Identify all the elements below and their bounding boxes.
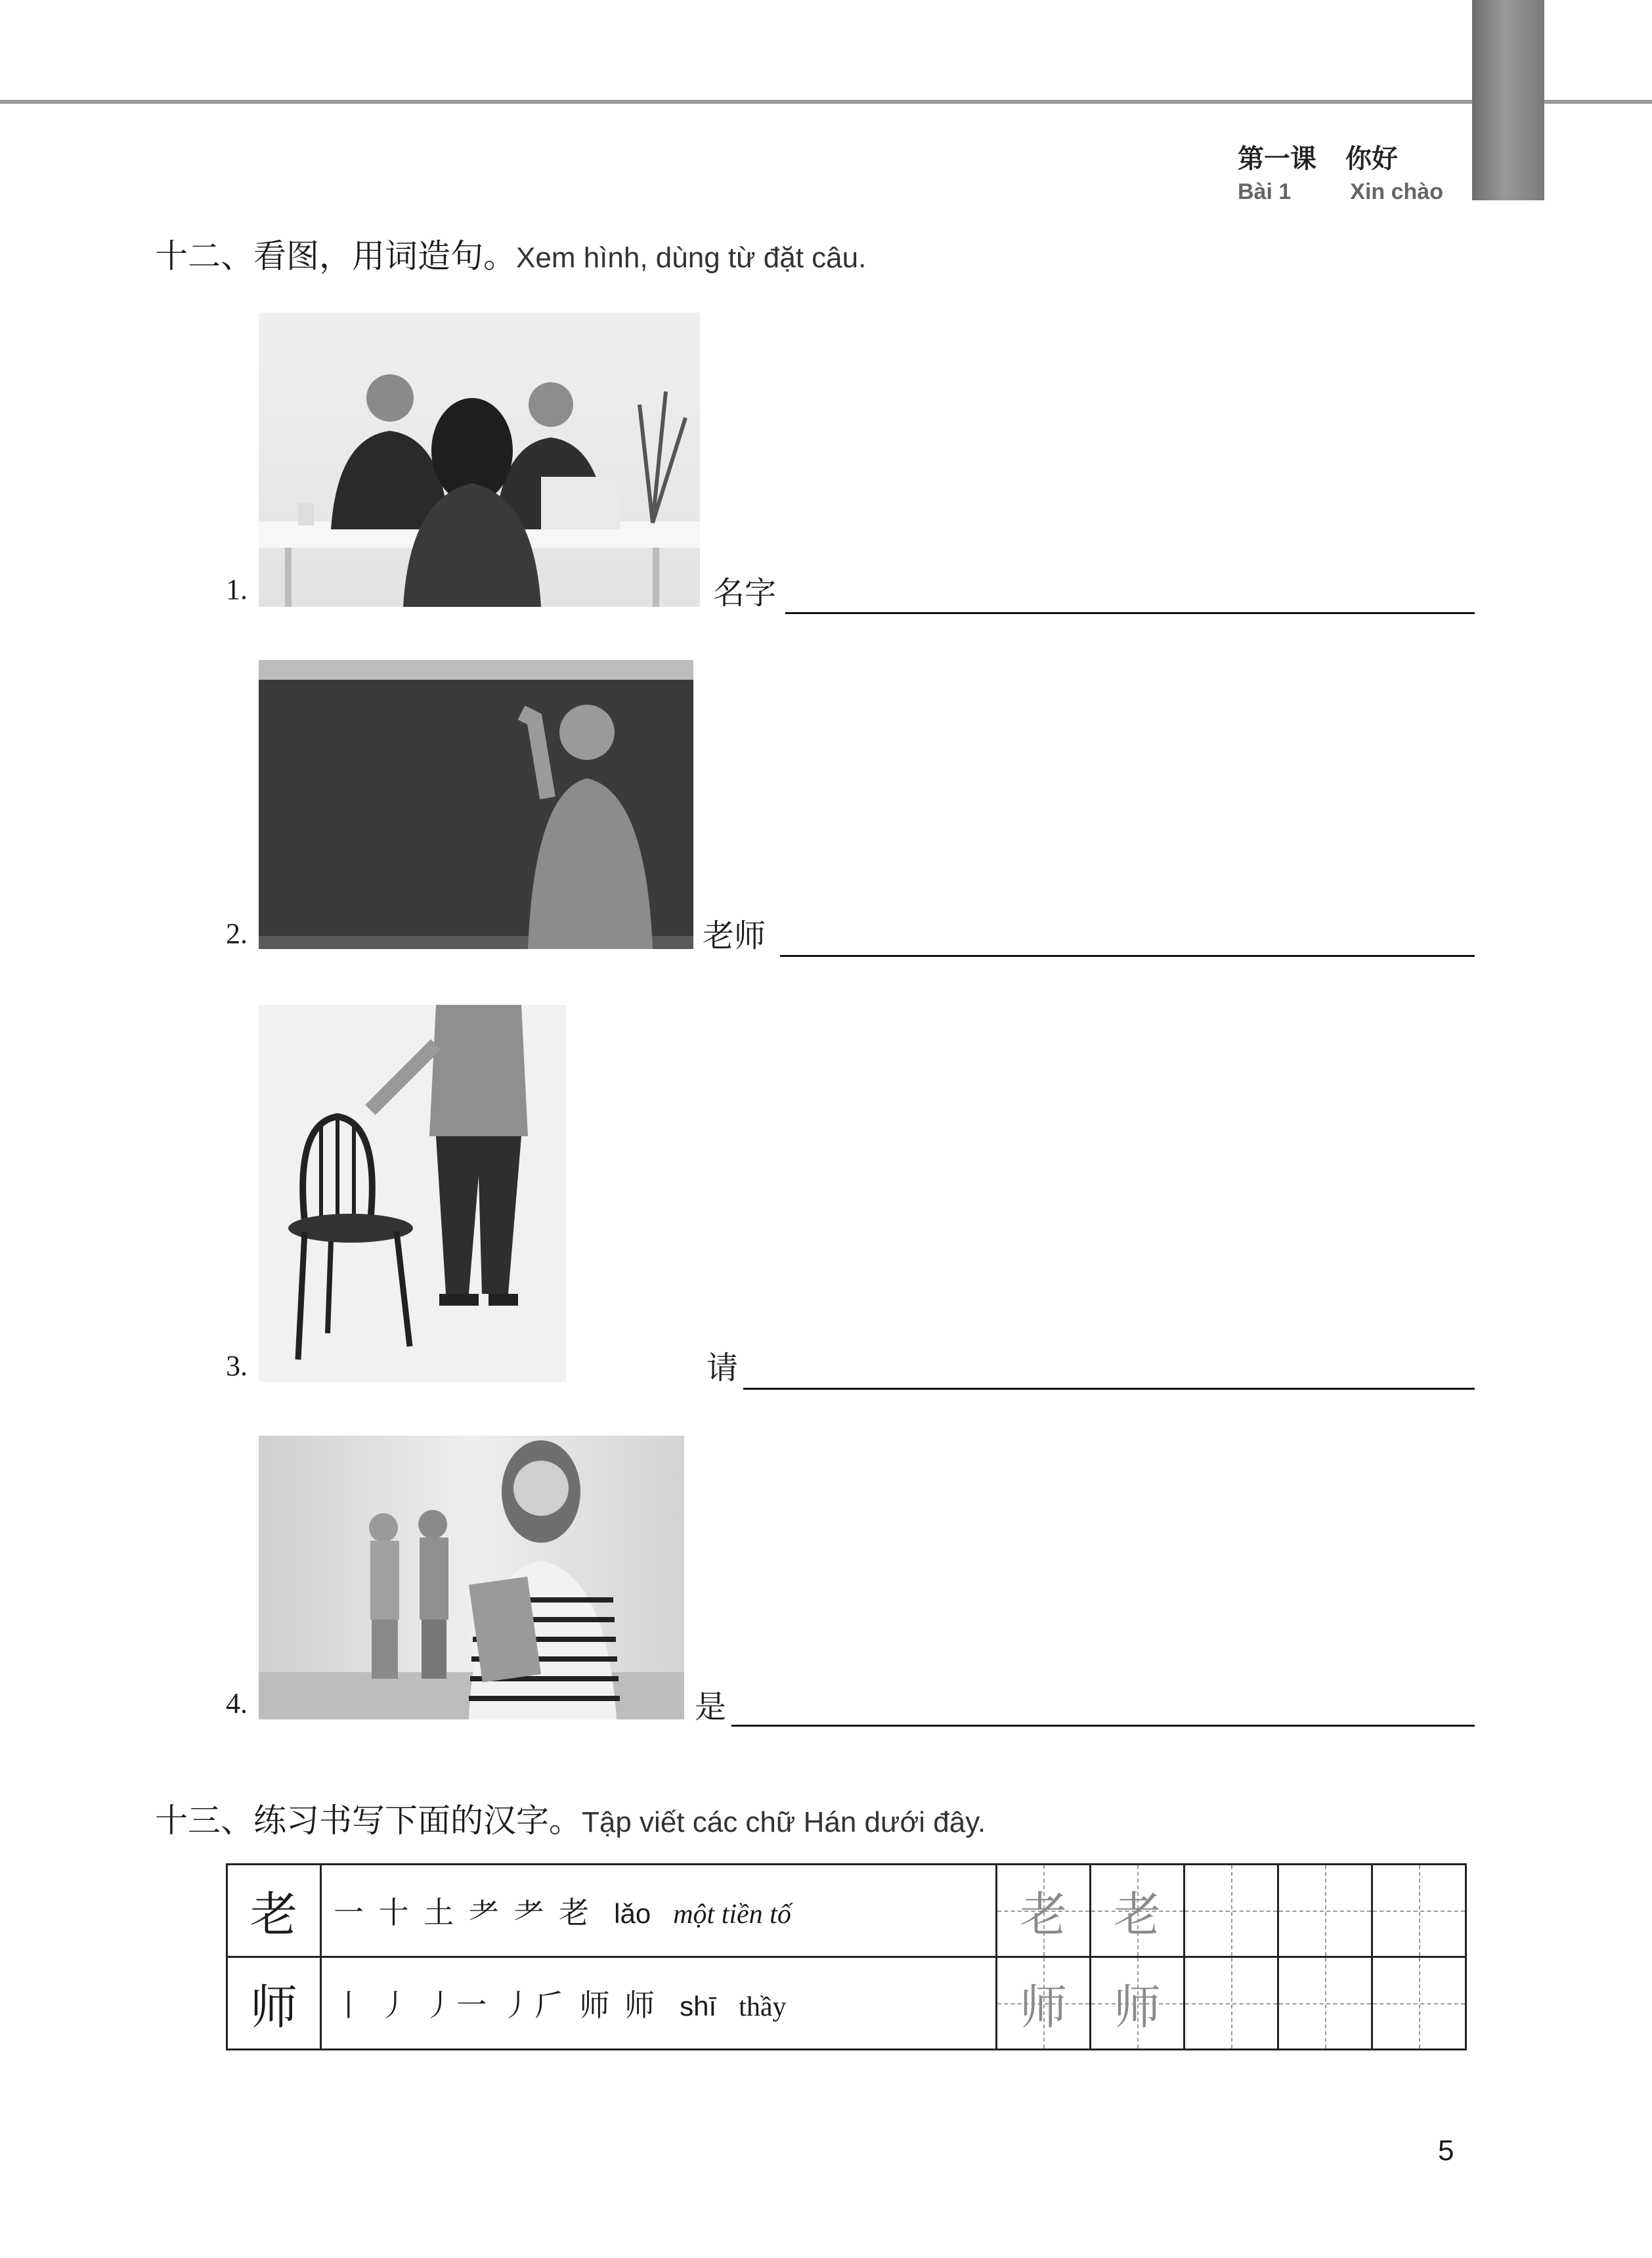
practice-cell[interactable] bbox=[1372, 1865, 1466, 1957]
character-info bbox=[321, 1865, 997, 1957]
meaning: thầy bbox=[739, 1992, 787, 2022]
student-with-books-photo bbox=[259, 1436, 684, 1719]
page-number: 5 bbox=[1438, 2135, 1454, 2167]
exercise-12-heading: 十二、看图，用词造句。Xem hình, dùng từ đặt câu. bbox=[155, 237, 867, 275]
item-number: 4. bbox=[226, 1687, 248, 1719]
keyword-qing: 请 bbox=[706, 1350, 739, 1386]
trace-cell[interactable]: 师 bbox=[997, 1957, 1091, 2050]
pinyin: shī bbox=[680, 1991, 717, 2022]
table-row bbox=[227, 1957, 1466, 2050]
keyword-mingzi: 名字 bbox=[713, 575, 777, 611]
pinyin: lǎo bbox=[614, 1898, 651, 1929]
model-character: 师 bbox=[227, 1957, 321, 2050]
stroke-order: 一 十 土 耂 耂 老 bbox=[334, 1895, 592, 1930]
answer-line[interactable] bbox=[743, 1388, 1475, 1390]
meaning: một tiền tố bbox=[673, 1899, 791, 1930]
model-character: 老 bbox=[227, 1865, 321, 1957]
job-interview-photo bbox=[259, 313, 700, 607]
trace-cell[interactable]: 老 bbox=[1091, 1865, 1185, 1957]
teacher-at-blackboard-photo bbox=[259, 660, 693, 949]
item-number: 2. bbox=[226, 918, 248, 950]
character-info bbox=[321, 1957, 997, 2050]
man-offering-chair-photo bbox=[259, 1005, 566, 1382]
answer-line[interactable] bbox=[785, 612, 1475, 614]
practice-cell[interactable] bbox=[1278, 1957, 1372, 2050]
keyword-laoshi: 老师 bbox=[703, 918, 766, 954]
lesson-title-vi: Bài 1 Xin chào bbox=[1238, 179, 1443, 204]
trace-cell[interactable]: 师 bbox=[1091, 1957, 1185, 2050]
practice-cell[interactable] bbox=[1278, 1865, 1372, 1957]
chapter-side-tab bbox=[1472, 0, 1544, 200]
stroke-order: 丨 丿 丿一 丿𠂆 师 师 bbox=[334, 1987, 658, 2023]
lesson-title-zh: 第一课 你好 bbox=[1238, 144, 1398, 173]
practice-cell[interactable] bbox=[1185, 1957, 1278, 2050]
running-header bbox=[1238, 138, 1443, 205]
keyword-shi: 是 bbox=[695, 1689, 727, 1725]
header-rule bbox=[0, 100, 1652, 104]
answer-line[interactable] bbox=[731, 1725, 1475, 1727]
answer-line[interactable] bbox=[780, 955, 1475, 957]
item-number: 1. bbox=[226, 573, 248, 606]
practice-cell[interactable] bbox=[1372, 1957, 1466, 2050]
table-row bbox=[227, 1865, 1466, 1957]
trace-cell[interactable]: 老 bbox=[997, 1865, 1091, 1957]
practice-cell[interactable] bbox=[1185, 1865, 1278, 1957]
exercise-13-heading: 十三、练习书写下面的汉字。Tập viết các chữ Hán dưới đây. bbox=[155, 1802, 986, 1840]
character-writing-table bbox=[226, 1863, 1467, 2050]
item-number: 3. bbox=[226, 1350, 248, 1382]
